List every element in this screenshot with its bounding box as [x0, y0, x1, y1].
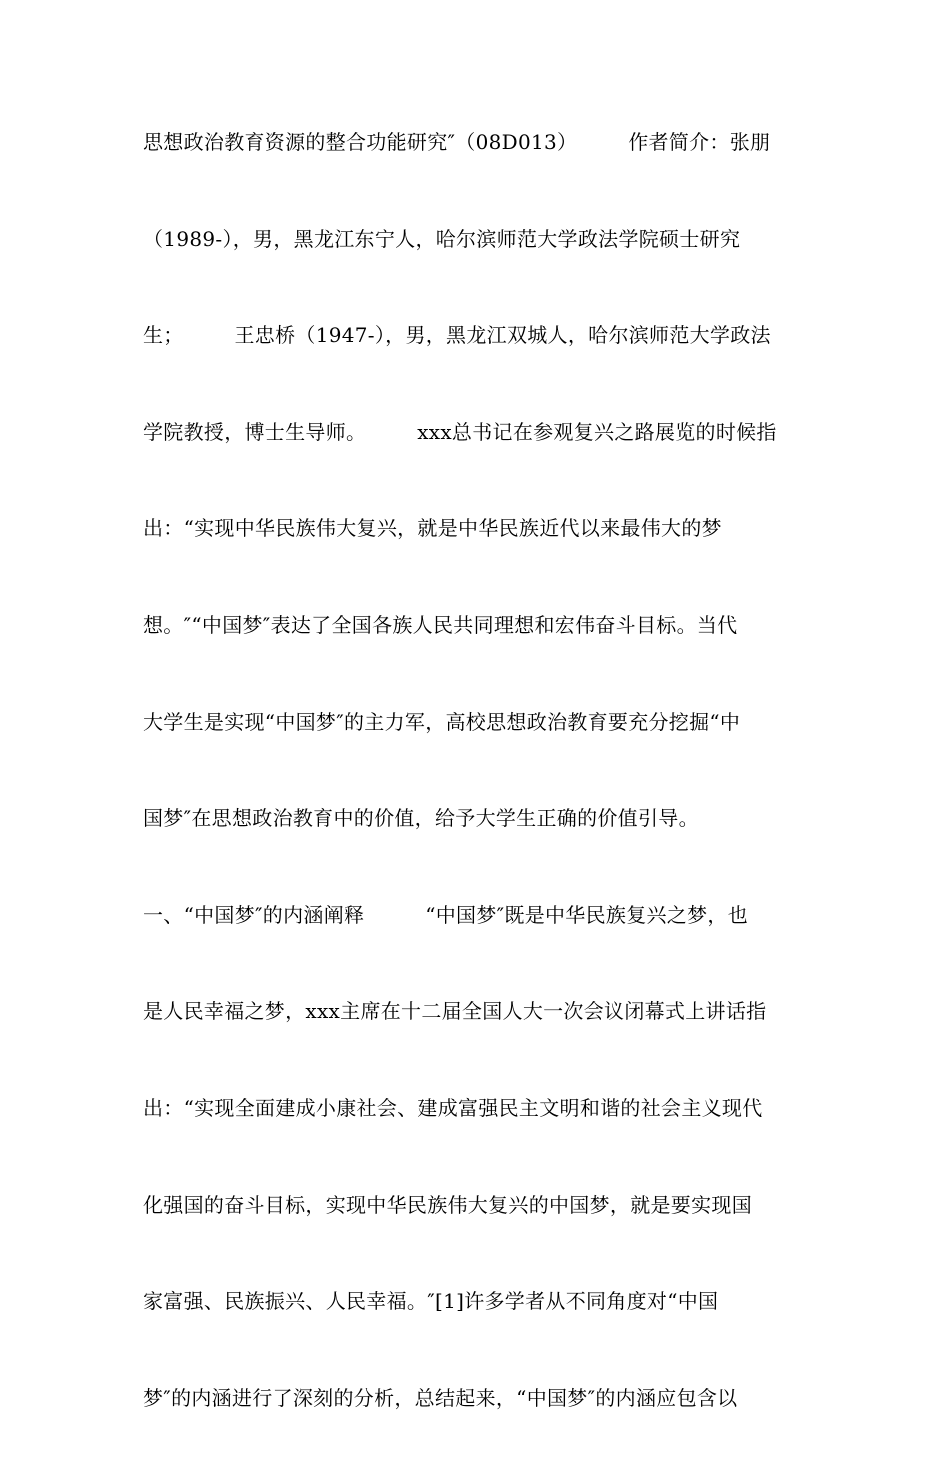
text-line-14: 梦″的内涵进行了深刻的分析，总结起来，“中国梦″的内涵应包含以 — [143, 1385, 738, 1410]
text-line-5: 出：“实现中华民族伟大复兴，就是中华民族近代以来最伟大的梦 — [143, 516, 722, 541]
text-line-12: 化强国的奋斗目标，实现中华民族伟大复兴的中国梦，就是要实现国 — [143, 1192, 752, 1217]
text-line-11: 出：“实现全面建成小康社会、建成富强民主文明和谐的社会主义现代 — [143, 1095, 763, 1120]
text-line-10: 是人民幸福之梦，xxx主席在十二届全国人大一次会议闭幕式上讲话指 — [143, 999, 767, 1024]
body-text — [143, 118, 823, 1470]
text-line-7: 大学生是实现“中国梦″的主力军，高校思想政治教育要充分挖掘“中 — [143, 709, 741, 734]
text-line-3: 生； 王忠桥（1947-），男，黑龙江双城人，哈尔滨师范大学政法 — [143, 323, 771, 348]
text-line-6: 想。″“中国梦″表达了全国各族人民共同理想和宏伟奋斗目标。当代 — [143, 612, 738, 637]
text-line-9: 一、“中国梦″的内涵阐释 “中国梦″既是中华民族复兴之梦，也 — [143, 902, 748, 927]
text-line-4: 学院教授，博士生导师。 xxx总书记在参观复兴之路展览的时候指 — [143, 419, 777, 444]
text-line-13: 家富强、民族振兴、人民幸福。″[1]许多学者从不同角度对“中国 — [143, 1289, 719, 1314]
text-line-8: 国梦″在思想政治教育中的价值，给予大学生正确的价值引导。 — [143, 806, 699, 831]
text-line-2: （1989-），男，黑龙江东宁人，哈尔滨师范大学政法学院硕士研究 — [143, 226, 741, 251]
text-line-1: 思想政治教育资源的整合功能研究″（08D013） 作者简介：张朋 — [143, 130, 771, 154]
